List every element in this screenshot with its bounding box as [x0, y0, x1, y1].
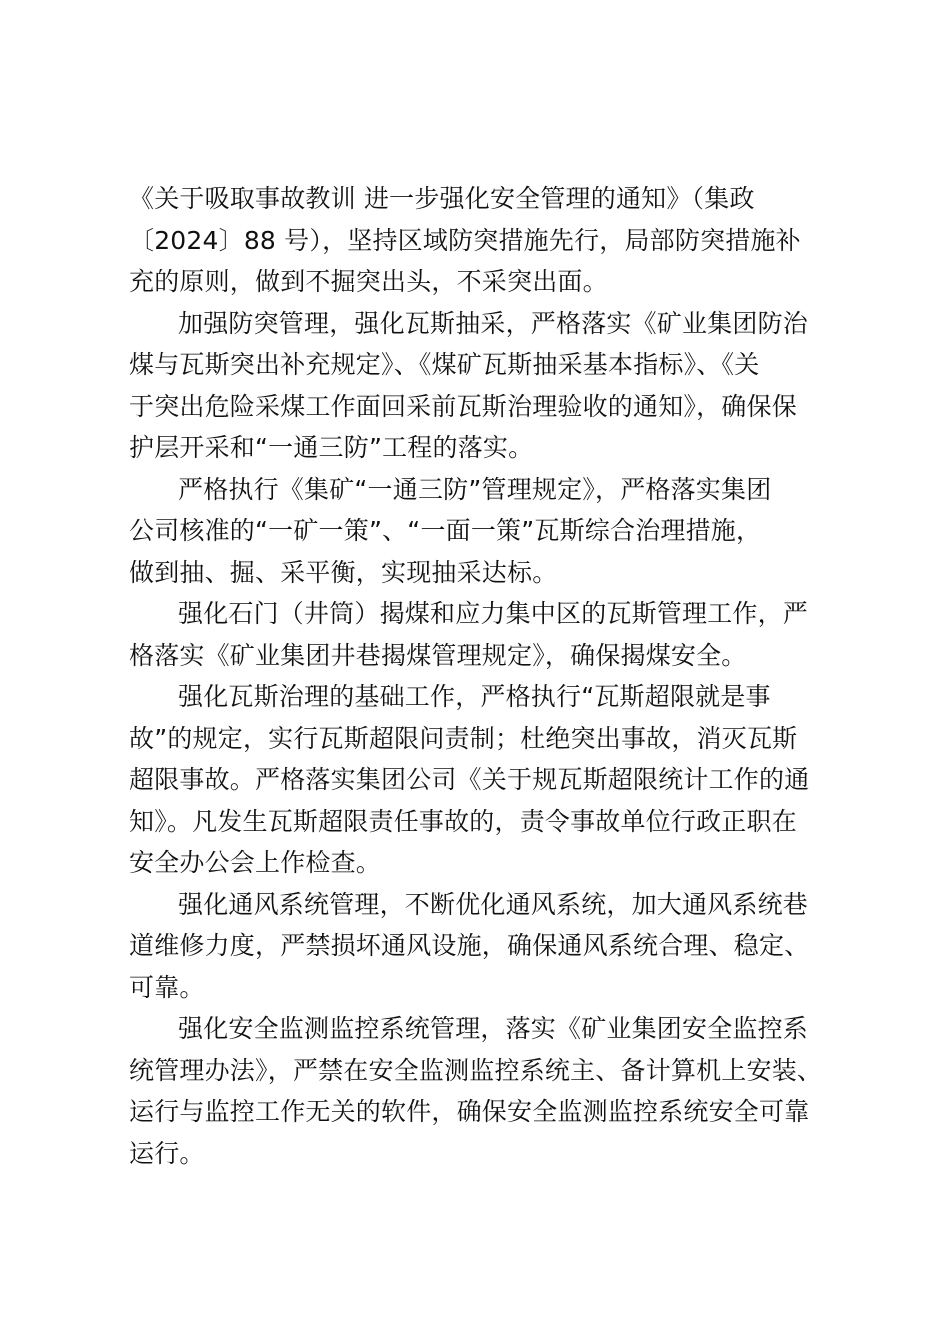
text-line: 道维修力度，严禁损坏通风设施，确保通风系统合理、稳定、 [129, 931, 810, 960]
text-line: 《关于吸取事故教训 进一步强化安全管理的通知》（集政 [129, 184, 755, 213]
text-line: 运行与监控工作无关的软件，确保安全监测监控系统安全可靠 [129, 1097, 810, 1126]
text-line: 强化通风系统管理，不断优化通风系统，加大通风系统巷 [178, 889, 809, 919]
text-line: 严格执行《集矿“一通三防”管理规定》，严格落实集团 [178, 474, 772, 504]
text-line: 格落实《矿业集团井巷揭煤管理规定》，确保揭煤安全。 [129, 640, 747, 670]
text-line: 运行。 [129, 1138, 205, 1168]
text-line: 知》。凡发生瓦斯超限责任事故的，责令事故单位行政正职在 [129, 806, 797, 836]
text-line: 超限事故。严格落实集团公司《关于规瓦斯超限统计工作的通 [129, 765, 810, 794]
paragraph-5 [129, 676, 839, 884]
text-line: 强化石门（井筒）揭煤和应力集中区的瓦斯管理工作，严 [178, 599, 809, 628]
paragraph-3 [129, 469, 839, 594]
text-line: 统管理办法》，严禁在安全监测监控系统主、备计算机上安装、 [129, 1055, 823, 1085]
text-line: 〔2024〕88 号），坚持区域防突措施先行，局部防突措施补 [129, 225, 801, 255]
document-body [129, 178, 839, 1174]
text-line: 于突出危险采煤工作面回采前瓦斯治理验收的通知》，确保保 [129, 391, 797, 421]
paragraph-6 [129, 884, 839, 1009]
text-line: 护层开采和“一通三防”工程的落实。 [129, 433, 534, 462]
paragraph-7 [129, 1008, 839, 1174]
text-line: 强化安全监测监控系统管理，落实《矿业集团安全监控系 [178, 1014, 809, 1043]
paragraph-4 [129, 593, 839, 676]
text-line: 公司核准的“一矿一策”、“一面一策”瓦斯综合治理措施， [129, 516, 762, 545]
text-line: 做到抽、掘、采平衡，实现抽采达标。 [129, 557, 558, 587]
text-line: 可靠。 [129, 972, 205, 1002]
text-line: 充的原则，做到不掘突出头，不采突出面。 [129, 267, 608, 296]
text-line: 安全办公会上作检查。 [129, 848, 382, 877]
text-line: 强化瓦斯治理的基础工作，严格执行“瓦斯超限就是事 [178, 682, 771, 711]
text-line: 故”的规定，实行瓦斯超限问责制；杜绝突出事故，消灭瓦斯 [129, 723, 798, 753]
paragraph-1 [129, 178, 839, 303]
paragraph-2 [129, 303, 839, 469]
text-line: 煤与瓦斯突出补充规定》、《煤矿瓦斯抽采基本指标》、《关 [129, 350, 760, 379]
text-line: 加强防突管理，强化瓦斯抽采，严格落实《矿业集团防治 [178, 308, 809, 338]
